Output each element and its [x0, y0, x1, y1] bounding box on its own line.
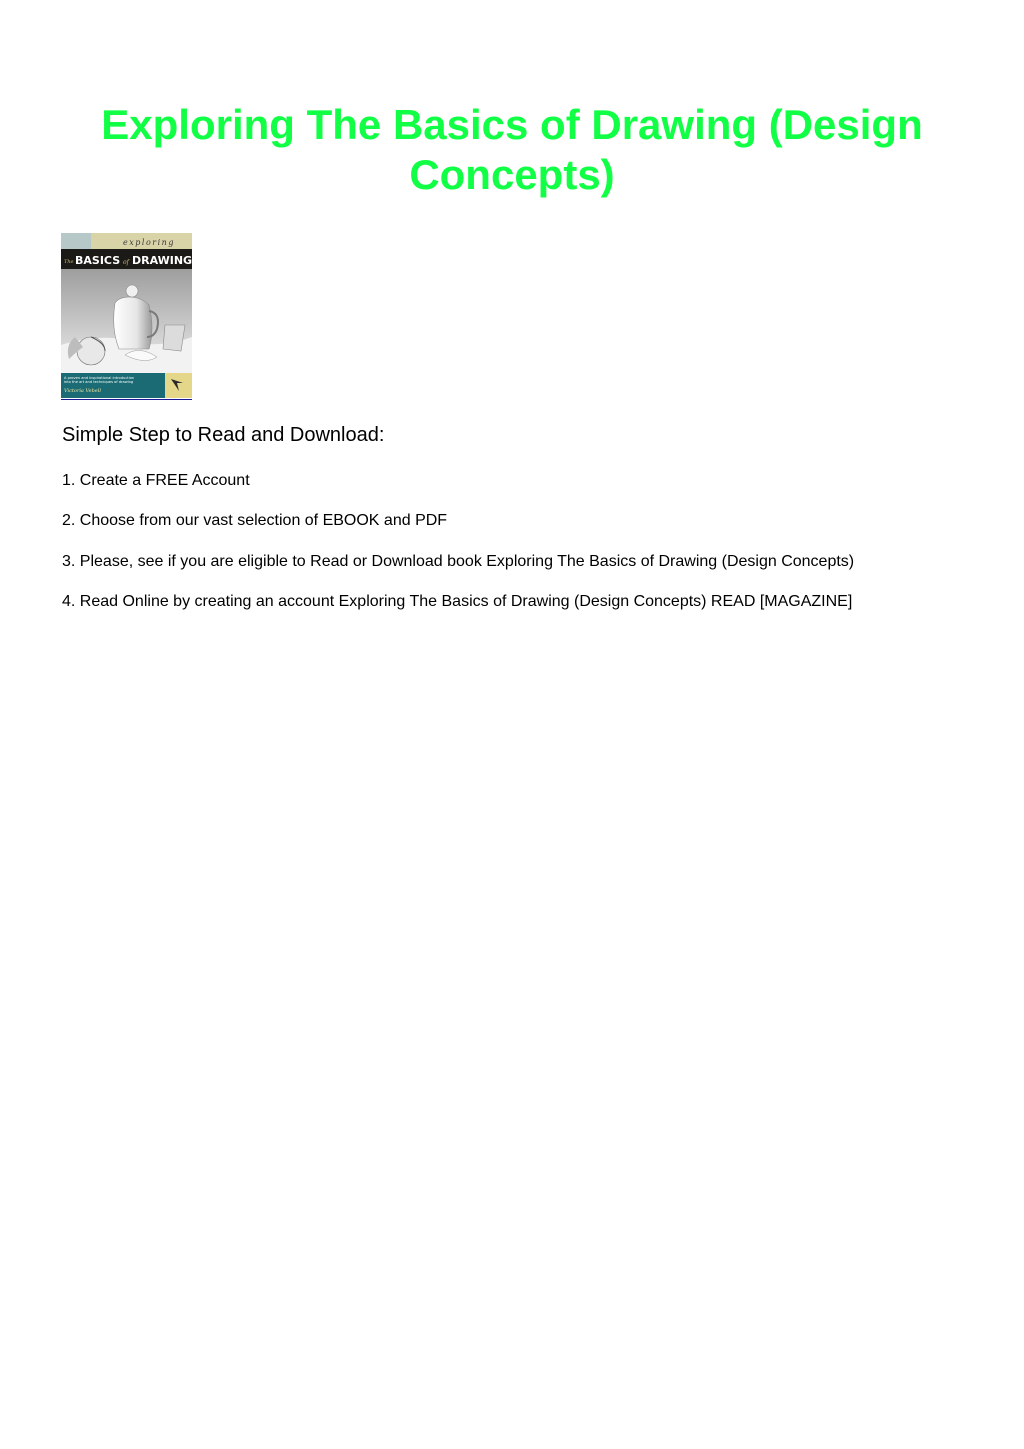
cover-drawing-pitcher-lid [126, 285, 138, 297]
cover-drawing-pitcher [114, 297, 152, 349]
cover-author: Victoria Vebell [64, 388, 101, 394]
step-1: 1. Create a FREE Account [62, 472, 250, 489]
cover-badge [165, 373, 192, 398]
step-2: 2. Choose from our vast selection of EBOOK and PDF [62, 512, 448, 529]
cover-title-prefix: The [64, 259, 74, 265]
cover-title-word-1: BASICS [75, 254, 121, 267]
cover-blurb-line-1: A proven and inspirational introduction [64, 376, 135, 380]
page-title: Exploring The Basics of Drawing (Design Concepts) [101, 101, 923, 198]
book-cover-link[interactable] [61, 233, 192, 400]
cover-drawing-sphere [77, 337, 105, 365]
cover-blurb-line-2: into the art and techniques of drawing [64, 380, 134, 384]
cover-drawing-cup [163, 325, 185, 351]
cover-title-of: of [123, 259, 129, 266]
cover-series-word: exploring [123, 238, 175, 247]
step-4: 4. Read Online by creating an account Exploring The Basics of Drawing (Design Concepts) READ [MAGAZINE] [62, 593, 853, 610]
cover-top-left-block [61, 233, 91, 249]
cover-title-word-2: DRAWING [132, 254, 192, 267]
book-cover-image [61, 233, 192, 398]
step-3: 3. Please, see if you are eligible to Read or Download book Exploring The Basics of Drawing (Design Concepts) [62, 553, 855, 570]
steps-heading: Simple Step to Read and Download: [62, 424, 385, 446]
